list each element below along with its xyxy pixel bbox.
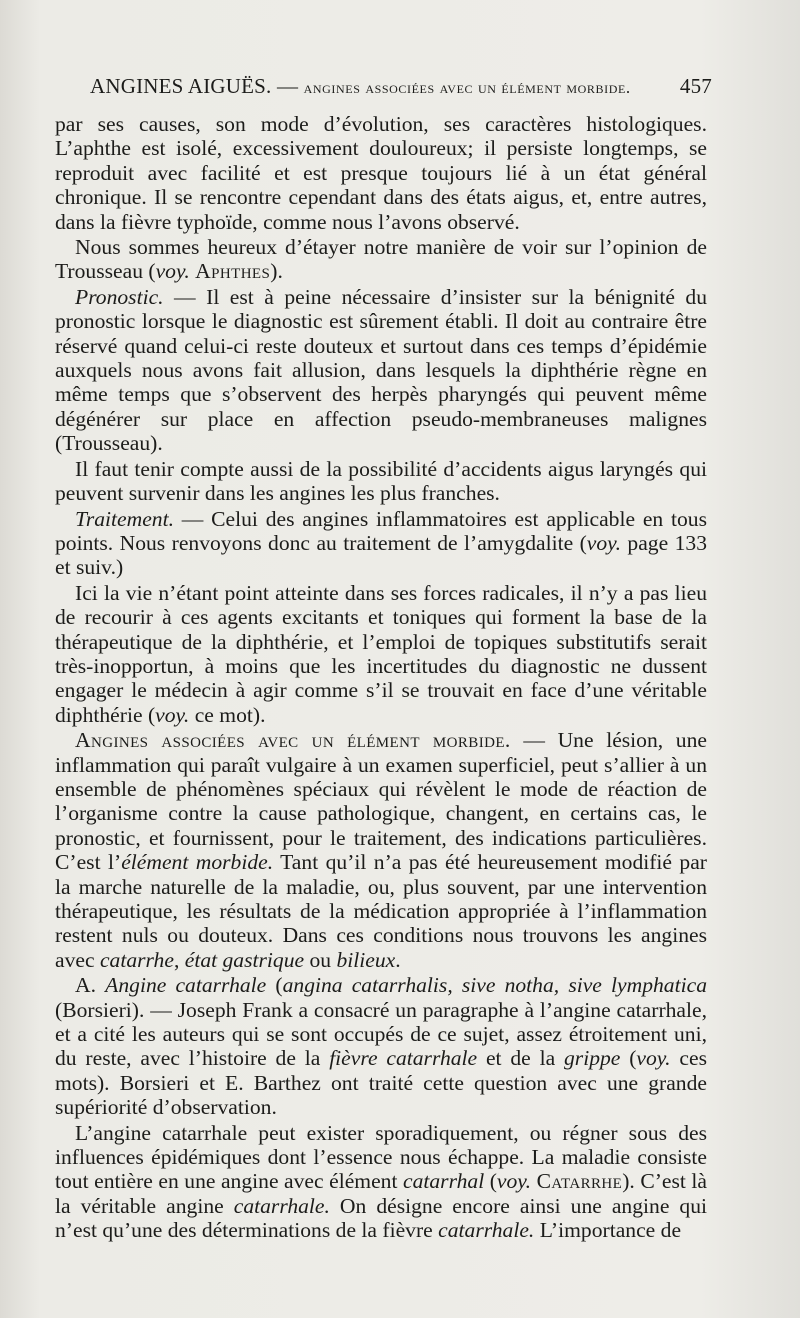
voy-ref: voy.	[636, 1046, 671, 1071]
text: (Borsieri). — Joseph Frank a consacré un paragraphe à l’angine catarrhale, et a cité les auteurs qui se sont occupés de ce sujet, assez étroitement uni, du reste, avec l’histoire de la	[55, 997, 707, 1071]
cross-ref: Aphthes	[195, 259, 271, 284]
text: A.	[75, 973, 106, 998]
voy-ref: voy.	[586, 530, 621, 555]
emphasis: Angine catarrhale	[105, 973, 267, 998]
emphasis: grippe	[564, 1046, 621, 1071]
running-title: ANGINES AIGUËS.	[90, 74, 272, 98]
text: Nous sommes heureux d’étayer notre manière de voir sur l’opinion de Trousseau (	[55, 235, 707, 284]
text: L’angine catarrhale peut exister sporadiquement, ou régner sous des influences épidémiques dont l’essence nous échappe. La maladie consiste tout entière en une angine avec élément	[55, 1120, 707, 1194]
cross-ref: Catarrhe	[536, 1169, 623, 1194]
emphasis: catarrhale.	[233, 1193, 330, 1218]
paragraph-2	[55, 235, 707, 284]
emphasis: catarrhal	[403, 1169, 485, 1194]
emphasis: fièvre catarrhale	[329, 1046, 478, 1071]
text: et de la	[477, 1046, 564, 1071]
section-label: Pronostic.	[75, 284, 164, 309]
text: ce mot).	[189, 702, 266, 727]
paragraph-3	[55, 285, 707, 456]
text: ces mots). Borsieri et E. Barthez ont traité cette question avec une grande supériorité d’observation.	[55, 1046, 707, 1120]
text: — Il est à peine nécessaire d’insister sur la bénignité du pronostic lorsque le diagnostic est sûrement établi. Il doit au contraire être réservé quand celui-ci reste douteux et surtout dans ces temps d’épidémie auxquels nous avons fait allusion, dans lesquels la diphthérie règne en même temps que s’observent des herpès pharyngés qui peuvent même dégénérer sur place en affection pseudo-membraneuses malignes (Trousseau).	[55, 284, 707, 456]
running-section: angines associées avec un élément morbide.	[303, 78, 631, 97]
text: Tant qu’il n’a pas été heureusement modifié par la marche naturelle de la maladie, ou, plus souvent, par une intervention thérapeutique, les résultats de la médication appropriée à l’inflammation restent nuls ou douteux. Dans ces conditions nous trouvons les angines avec	[55, 850, 707, 972]
emphasis: catarrhale.	[438, 1218, 535, 1243]
paragraph-7	[55, 728, 707, 972]
voy-ref: voy.	[155, 702, 190, 727]
paragraph-4: Il faut tenir compte aussi de la possibilité d’accidents aigus laryngés qui peuvent survenir dans les angines les plus franches.	[55, 456, 707, 506]
text: On désigne encore ainsi une angine qui n’est qu’une des déterminations de la fièvre	[55, 1193, 708, 1243]
text: — Celui des angines inflammatoires est applicable en tous points. Nous renvoyons donc au traitement de l’amygdalite (	[55, 506, 707, 555]
emphasis: bilieux	[336, 947, 396, 972]
paragraph-9	[55, 1121, 707, 1243]
emphasis: catarrhe	[99, 947, 174, 972]
text: .	[395, 947, 401, 972]
section-heading: Angines associées avec un élément morbide.	[75, 728, 511, 753]
paragraph-1: par ses causes, son mode d’évolution, ses caractères histologiques. L’aphthe est isolé, excessivement douloureux; il persiste longtemps, se reproduit avec facilité et est presque toujours lié à un état général chronique. Il se rencontre cependant dans des états aigus, et, entre autres, dans la fièvre typhoïde, comme nous l’avons observé.	[55, 112, 707, 234]
voy-ref: voy.	[155, 259, 190, 284]
emphasis: état gastrique	[184, 947, 305, 972]
paragraph-6	[55, 581, 707, 727]
page-body	[55, 112, 707, 1243]
paragraph-5	[55, 507, 707, 580]
running-header	[90, 74, 712, 99]
text: page 133 et suiv.)	[55, 530, 707, 580]
text: (	[484, 1169, 497, 1194]
text: ,	[173, 947, 185, 972]
text: ).	[270, 259, 283, 284]
text: L’importance de	[534, 1218, 682, 1243]
paragraph-8	[55, 973, 707, 1119]
header-dash: —	[276, 74, 299, 98]
emphasis: angina catarrhalis, sive notha, sive lymphatica	[282, 973, 707, 998]
text: Ici la vie n’étant point atteinte dans ses forces radicales, il n’y a pas lieu de recourir à ces agents excitants et toniques qui forment la base de la thérapeutique de la diphthérie, et l’emploi de topiques substitutifs serait très-inopportun, à moins que les incertitudes du diagnostic ne dussent engager le médecin à agir comme s’il se trouvait en face d’une véritable diphthérie (	[55, 580, 707, 727]
text: (	[266, 973, 283, 998]
text: — Une lésion, une inflammation qui paraît vulgaire à un examen superficiel, peut s’allier à un ensemble de phénomènes spéciaux qui révèlent le mode de réaction de l’organisme contre la cause pathologique, changent, en certains cas, le pronostic, et fournissent, pour le traitement, des indications particulières. C’est l’	[55, 728, 707, 875]
text: ou	[304, 947, 337, 972]
text: (	[620, 1046, 637, 1071]
section-label: Traitement.	[75, 506, 174, 531]
voy-ref: voy.	[496, 1169, 532, 1194]
emphasis: élément morbide.	[121, 850, 274, 875]
text: ). C’est là la véritable angine	[55, 1169, 707, 1218]
page-number: 457	[679, 74, 712, 98]
